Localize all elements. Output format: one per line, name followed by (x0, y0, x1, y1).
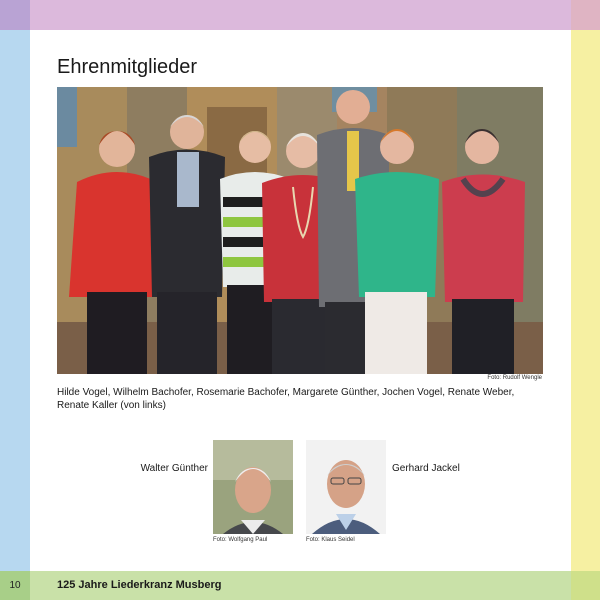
portrait-credit-gerhard: Foto: Klaus Seidel (306, 537, 355, 543)
portrait-photo-gerhard (306, 440, 386, 534)
footer-title: 125 Jahre Liederkranz Musberg (57, 579, 222, 591)
portrait-name-walter: Walter Günther (140, 463, 208, 474)
frame-band-left (0, 30, 30, 571)
group-photo-caption: Hilde Vogel, Wilhelm Bachofer, Rosemarie Bachofer, Margarete Günther, Jochen Vogel, Renate Weber, Renate Kaller (von links) (57, 387, 515, 411)
page-number: 10 (9, 580, 21, 591)
portrait-photo-walter (213, 440, 293, 534)
portrait-name-gerhard: Gerhard Jackel (392, 463, 460, 474)
frame-corner-bottom-right (571, 571, 600, 600)
frame-corner-top-left (0, 0, 30, 30)
page-title: Ehrenmitglieder (57, 56, 198, 78)
frame-band-right (571, 30, 600, 571)
group-photo-credit: Foto: Rudolf Wengle (487, 375, 542, 381)
frame-corner-top-right (571, 0, 600, 30)
portrait-credit-walter: Foto: Wolfgang Paul (213, 537, 268, 543)
group-photo (57, 87, 543, 374)
frame-band-top (30, 0, 571, 30)
